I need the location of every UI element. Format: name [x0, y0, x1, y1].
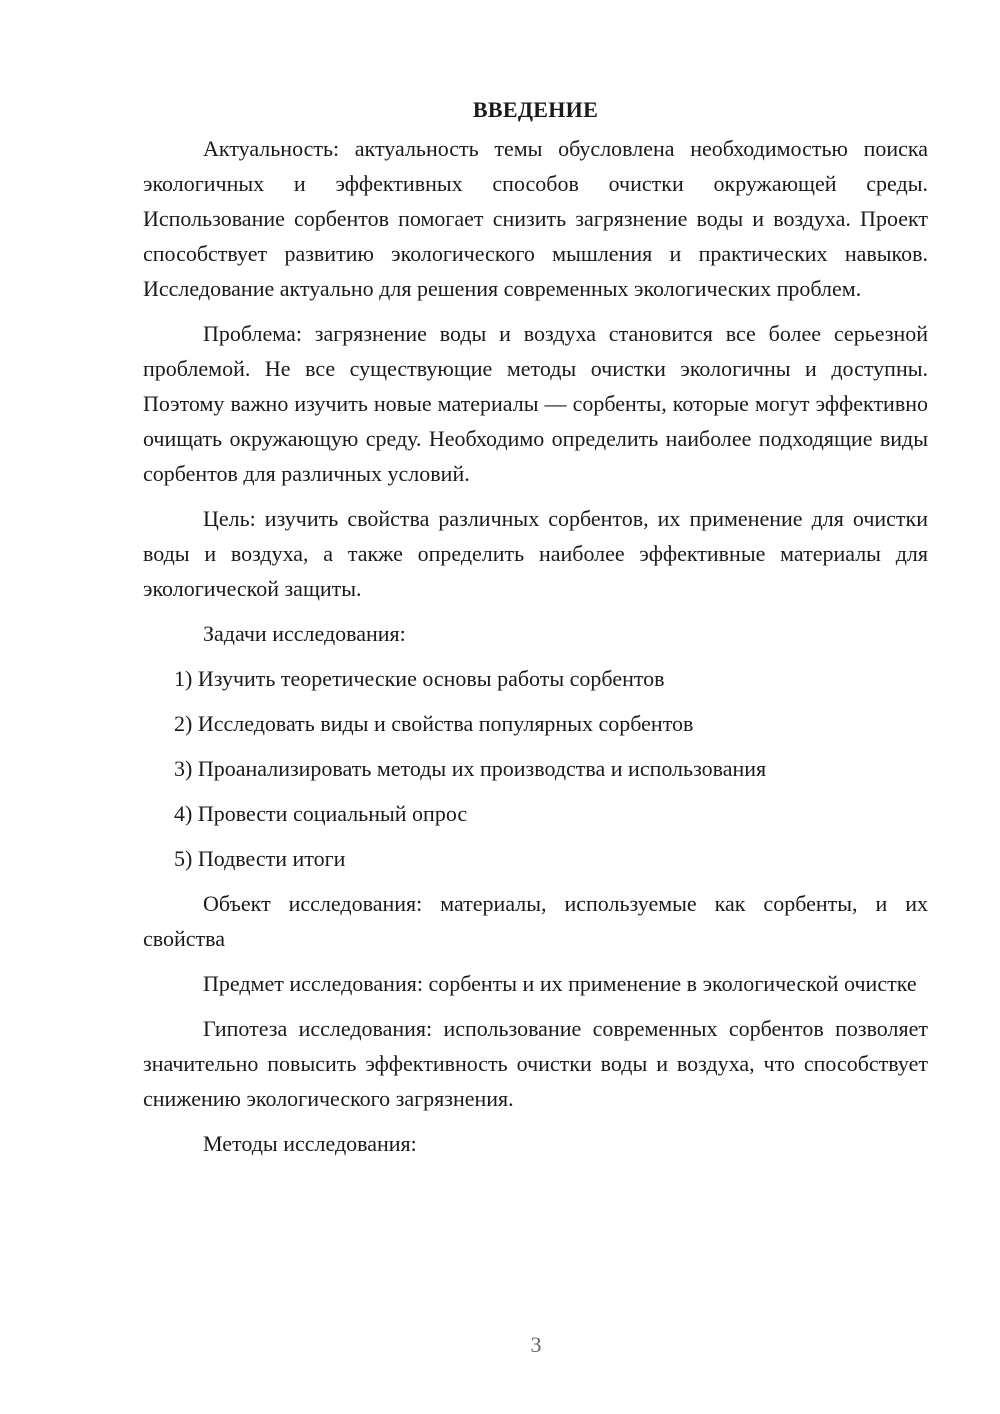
- task-item-2: 2) Исследовать виды и свойства популярных сорбентов: [174, 711, 694, 736]
- hypothesis-paragraph: Гипотеза исследования: использование современных сорбентов позволяет значительно повысить эффективность очистки воды и воздуха, что способствует снижению экологического загрязнения.: [143, 1016, 928, 1111]
- methods-heading: Методы исследования:: [203, 1131, 417, 1156]
- page-number: 3: [530, 1332, 542, 1357]
- tasks-list: [143, 661, 928, 876]
- subject-paragraph: Предмет исследования: сорбенты и их применение в экологической очистке: [203, 971, 917, 996]
- problem-paragraph: Проблема: загрязнение воды и воздуха становится все более серьезной проблемой. Не все существующие методы очистки экологичны и доступны. Поэтому важно изучить новые материалы — сорбенты, которые могут эффективно очищать окружающую среду. Необходимо определить наиболее подходящие виды сорбентов для различных условий.: [143, 321, 928, 486]
- task-item-1: 1) Изучить теоретические основы работы сорбентов: [174, 666, 665, 691]
- section-title: ВВЕДЕНИЕ: [472, 97, 599, 122]
- document-page: [143, 92, 928, 1171]
- tasks-heading: Задачи исследования:: [203, 621, 406, 646]
- task-item-4: 4) Провести социальный опрос: [174, 801, 468, 826]
- object-paragraph: Объект исследования: материалы, используемые как сорбенты, и их свойства: [143, 891, 928, 951]
- task-item-5: 5) Подвести итоги: [174, 846, 346, 871]
- relevance-paragraph: Актуальность: актуальность темы обусловлена необходимостью поиска экологичных и эффективных способов очистки окружающей среды. Использование сорбентов помогает снизить загрязнение воды и воздуха. Проект способствует развитию экологического мышления и практических навыков. Исследование актуально для решения современных экологических проблем.: [143, 136, 928, 301]
- task-item-3: 3) Проанализировать методы их производства и использования: [174, 756, 767, 781]
- goal-paragraph: Цель: изучить свойства различных сорбентов, их применение для очистки воды и воздуха, а также определить наиболее эффективные материалы для экологической защиты.: [143, 506, 928, 601]
